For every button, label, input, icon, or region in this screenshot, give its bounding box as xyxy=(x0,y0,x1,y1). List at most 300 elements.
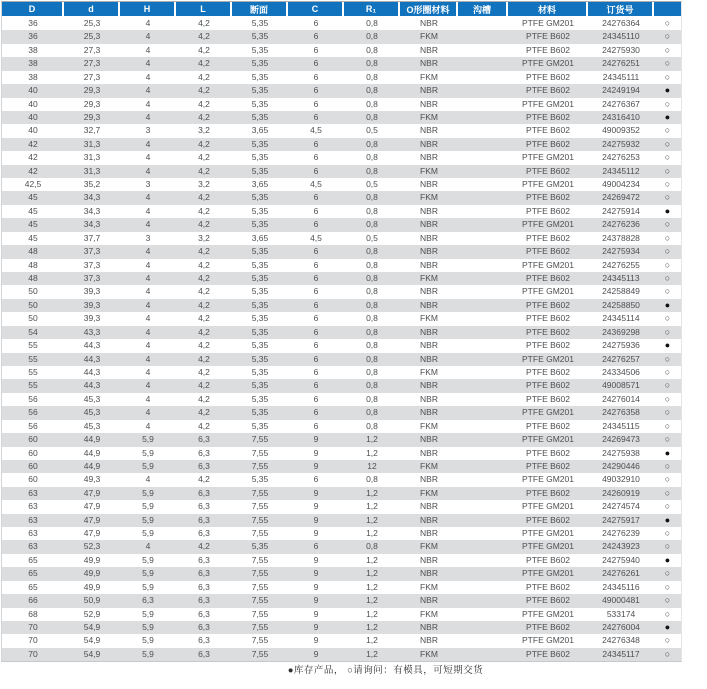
cell-H: 4 xyxy=(120,353,176,366)
column-header-D: D xyxy=(2,2,64,17)
cell-d: 54,9 xyxy=(64,648,120,661)
cell-stock xyxy=(654,500,681,513)
table-row xyxy=(2,634,681,647)
table-row xyxy=(2,151,681,164)
table-row xyxy=(2,17,681,30)
cell-oring-material: FKM xyxy=(400,30,458,43)
cell-D: 42 xyxy=(2,151,64,164)
cell-D: 56 xyxy=(2,420,64,433)
on-request-icon: ○ xyxy=(664,434,671,445)
cell-groove xyxy=(458,218,508,231)
cell-order-number: 24269472 xyxy=(588,191,654,204)
cell-R1: 0,8 xyxy=(344,473,400,486)
cell-material: PTFE GM201 xyxy=(508,527,588,540)
cell-stock xyxy=(654,178,681,191)
cell-order-number: 24345117 xyxy=(588,648,654,661)
cell-H: 4 xyxy=(120,17,176,30)
cell-R1: 0,8 xyxy=(344,339,400,352)
cell-groove xyxy=(458,473,508,486)
cell-order-number: 49032910 xyxy=(588,473,654,486)
cell-H: 4 xyxy=(120,393,176,406)
cell-R1: 0,8 xyxy=(344,540,400,553)
cell-L: 4,2 xyxy=(176,473,232,486)
cell-R1: 0,8 xyxy=(344,138,400,151)
cell-D: 48 xyxy=(2,259,64,272)
table-row xyxy=(2,366,681,379)
cell-H: 4 xyxy=(120,138,176,151)
cell-H: 5,9 xyxy=(120,634,176,647)
cell-R1: 0,8 xyxy=(344,393,400,406)
cell-groove xyxy=(458,339,508,352)
table-row xyxy=(2,191,681,204)
cell-C: 9 xyxy=(288,554,344,567)
in-stock-icon: ● xyxy=(664,447,671,458)
cell-H: 4 xyxy=(120,84,176,97)
cell-cross-section: 3,65 xyxy=(232,178,288,191)
cell-d: 27,3 xyxy=(64,57,120,70)
cell-material: PTFE GM201 xyxy=(508,608,588,621)
cell-C: 9 xyxy=(288,527,344,540)
cell-oring-material: NBR xyxy=(400,447,458,460)
cell-cross-section: 5,35 xyxy=(232,191,288,204)
table-row xyxy=(2,420,681,433)
on-request-icon: ○ xyxy=(664,581,671,592)
cell-order-number: 24258849 xyxy=(588,285,654,298)
cell-stock xyxy=(654,406,681,419)
cell-material: PTFE B602 xyxy=(508,594,588,607)
column-header-C: C xyxy=(288,2,344,17)
cell-order-number: 24276255 xyxy=(588,259,654,272)
cell-stock xyxy=(654,339,681,352)
table-row xyxy=(2,98,681,111)
cell-d: 37,7 xyxy=(64,232,120,245)
cell-oring-material: NBR xyxy=(400,205,458,218)
table-row xyxy=(2,299,681,312)
cell-L: 6,3 xyxy=(176,527,232,540)
in-stock-icon: ● xyxy=(664,554,671,565)
cell-cross-section: 5,35 xyxy=(232,285,288,298)
cell-D: 36 xyxy=(2,30,64,43)
cell-L: 4,2 xyxy=(176,30,232,43)
cell-C: 9 xyxy=(288,433,344,446)
cell-H: 4 xyxy=(120,98,176,111)
column-header-stock xyxy=(654,2,681,17)
cell-order-number: 24276004 xyxy=(588,621,654,634)
cell-R1: 0,8 xyxy=(344,299,400,312)
cell-D: 48 xyxy=(2,272,64,285)
cell-cross-section: 7,55 xyxy=(232,621,288,634)
cell-D: 55 xyxy=(2,379,64,392)
table-row xyxy=(2,393,681,406)
on-request-icon: ○ xyxy=(664,98,671,109)
cell-oring-material: FKM xyxy=(400,312,458,325)
cell-d: 44,9 xyxy=(64,447,120,460)
cell-stock xyxy=(654,71,681,84)
cell-stock xyxy=(654,473,681,486)
table-row xyxy=(2,84,681,97)
cell-cross-section: 5,35 xyxy=(232,165,288,178)
cell-cross-section: 5,35 xyxy=(232,259,288,272)
cell-C: 9 xyxy=(288,634,344,647)
cell-oring-material: NBR xyxy=(400,285,458,298)
cell-C: 9 xyxy=(288,567,344,580)
cell-D: 45 xyxy=(2,191,64,204)
cell-oring-material: FKM xyxy=(400,420,458,433)
table-row xyxy=(2,178,681,191)
cell-H: 5,9 xyxy=(120,527,176,540)
cell-d: 44,3 xyxy=(64,339,120,352)
cell-d: 47,9 xyxy=(64,527,120,540)
cell-groove xyxy=(458,151,508,164)
cell-C: 6 xyxy=(288,473,344,486)
cell-groove xyxy=(458,594,508,607)
cell-material: PTFE B602 xyxy=(508,312,588,325)
column-header-H: H xyxy=(120,2,176,17)
cell-oring-material: NBR xyxy=(400,299,458,312)
cell-material: PTFE B602 xyxy=(508,30,588,43)
cell-L: 4,2 xyxy=(176,379,232,392)
table-row xyxy=(2,57,681,70)
cell-cross-section: 5,35 xyxy=(232,71,288,84)
cell-groove xyxy=(458,84,508,97)
cell-C: 6 xyxy=(288,366,344,379)
cell-cross-section: 5,35 xyxy=(232,326,288,339)
cell-L: 4,2 xyxy=(176,138,232,151)
cell-C: 6 xyxy=(288,339,344,352)
cell-material: PTFE GM201 xyxy=(508,406,588,419)
cell-stock xyxy=(654,594,681,607)
on-request-icon: ○ xyxy=(664,273,671,284)
cell-d: 49,3 xyxy=(64,473,120,486)
cell-C: 6 xyxy=(288,393,344,406)
in-stock-icon: ● xyxy=(664,85,671,96)
cell-L: 4,2 xyxy=(176,71,232,84)
cell-R1: 0,8 xyxy=(344,44,400,57)
cell-L: 4,2 xyxy=(176,111,232,124)
cell-d: 47,9 xyxy=(64,514,120,527)
cell-groove xyxy=(458,420,508,433)
cell-stock xyxy=(654,312,681,325)
cell-d: 44,3 xyxy=(64,379,120,392)
cell-d: 39,3 xyxy=(64,312,120,325)
cell-C: 6 xyxy=(288,540,344,553)
cell-oring-material: NBR xyxy=(400,393,458,406)
cell-material: PTFE B602 xyxy=(508,379,588,392)
cell-H: 4 xyxy=(120,71,176,84)
cell-D: 63 xyxy=(2,500,64,513)
cell-order-number: 49008571 xyxy=(588,379,654,392)
cell-D: 42,5 xyxy=(2,178,64,191)
cell-groove xyxy=(458,17,508,30)
cell-cross-section: 5,35 xyxy=(232,379,288,392)
cell-stock xyxy=(654,527,681,540)
cell-H: 4 xyxy=(120,406,176,419)
cell-d: 39,3 xyxy=(64,299,120,312)
cell-stock xyxy=(654,84,681,97)
table-body xyxy=(2,17,681,661)
cell-groove xyxy=(458,554,508,567)
cell-cross-section: 7,55 xyxy=(232,433,288,446)
cell-oring-material: NBR xyxy=(400,124,458,137)
cell-cross-section: 7,55 xyxy=(232,487,288,500)
cell-R1: 0,8 xyxy=(344,259,400,272)
cell-R1: 0,8 xyxy=(344,285,400,298)
table-row xyxy=(2,165,681,178)
cell-C: 6 xyxy=(288,84,344,97)
cell-groove xyxy=(458,138,508,151)
cell-groove xyxy=(458,581,508,594)
column-header-groove: 沟槽 xyxy=(458,2,508,17)
cell-material: PTFE B602 xyxy=(508,191,588,204)
cell-stock xyxy=(654,205,681,218)
cell-groove xyxy=(458,621,508,634)
cell-d: 47,9 xyxy=(64,487,120,500)
cell-d: 37,3 xyxy=(64,272,120,285)
cell-H: 4 xyxy=(120,165,176,178)
cell-stock xyxy=(654,366,681,379)
cell-stock xyxy=(654,581,681,594)
cell-oring-material: NBR xyxy=(400,594,458,607)
cell-order-number: 24243923 xyxy=(588,540,654,553)
table-row xyxy=(2,326,681,339)
cell-order-number: 24275917 xyxy=(588,514,654,527)
cell-order-number: 24269473 xyxy=(588,433,654,446)
cell-material: PTFE B602 xyxy=(508,84,588,97)
cell-groove xyxy=(458,57,508,70)
cell-groove xyxy=(458,379,508,392)
cell-L: 6,3 xyxy=(176,608,232,621)
on-request-icon: ○ xyxy=(664,366,671,377)
table-row xyxy=(2,312,681,325)
cell-material: PTFE GM201 xyxy=(508,285,588,298)
cell-d: 37,3 xyxy=(64,245,120,258)
cell-oring-material: FKM xyxy=(400,272,458,285)
cell-groove xyxy=(458,634,508,647)
cell-H: 4 xyxy=(120,312,176,325)
cell-material: PTFE B602 xyxy=(508,420,588,433)
on-request-icon: ○ xyxy=(664,635,671,646)
cell-d: 43,3 xyxy=(64,326,120,339)
cell-groove xyxy=(458,500,508,513)
cell-L: 4,2 xyxy=(176,259,232,272)
cell-cross-section: 5,35 xyxy=(232,353,288,366)
cell-D: 55 xyxy=(2,353,64,366)
cell-H: 3 xyxy=(120,178,176,191)
cell-C: 6 xyxy=(288,299,344,312)
cell-groove xyxy=(458,178,508,191)
cell-d: 39,3 xyxy=(64,285,120,298)
cell-C: 6 xyxy=(288,272,344,285)
column-header-R1: R₁ xyxy=(344,2,400,17)
cell-H: 4 xyxy=(120,326,176,339)
cell-D: 40 xyxy=(2,124,64,137)
cell-cross-section: 5,35 xyxy=(232,218,288,231)
in-stock-icon: ● xyxy=(664,621,671,632)
cell-D: 42 xyxy=(2,138,64,151)
on-request-icon: ○ xyxy=(664,138,671,149)
cell-order-number: 24275936 xyxy=(588,339,654,352)
cell-R1: 0,8 xyxy=(344,111,400,124)
cell-L: 6,3 xyxy=(176,514,232,527)
cell-groove xyxy=(458,567,508,580)
column-header-material: 材料 xyxy=(508,2,588,17)
cell-material: PTFE GM201 xyxy=(508,634,588,647)
cell-d: 31,3 xyxy=(64,165,120,178)
cell-material: PTFE B602 xyxy=(508,272,588,285)
cell-d: 44,9 xyxy=(64,460,120,473)
cell-d: 44,3 xyxy=(64,353,120,366)
table-row xyxy=(2,30,681,43)
cell-R1: 0,8 xyxy=(344,57,400,70)
cell-cross-section: 5,35 xyxy=(232,299,288,312)
cell-oring-material: NBR xyxy=(400,17,458,30)
cell-stock xyxy=(654,540,681,553)
cell-D: 42 xyxy=(2,165,64,178)
header-row xyxy=(2,2,681,17)
cell-material: PTFE B602 xyxy=(508,581,588,594)
cell-C: 6 xyxy=(288,111,344,124)
cell-C: 6 xyxy=(288,312,344,325)
cell-d: 25,3 xyxy=(64,30,120,43)
cell-cross-section: 5,35 xyxy=(232,245,288,258)
cell-order-number: 24334506 xyxy=(588,366,654,379)
cell-material: PTFE GM201 xyxy=(508,218,588,231)
cell-material: PTFE B602 xyxy=(508,393,588,406)
cell-d: 35,2 xyxy=(64,178,120,191)
cell-R1: 0,8 xyxy=(344,406,400,419)
cell-C: 6 xyxy=(288,406,344,419)
on-request-icon: ○ xyxy=(664,232,671,243)
cell-groove xyxy=(458,299,508,312)
table-row xyxy=(2,245,681,258)
cell-L: 6,3 xyxy=(176,594,232,607)
cell-d: 52,3 xyxy=(64,540,120,553)
cell-stock xyxy=(654,285,681,298)
cell-R1: 0,5 xyxy=(344,178,400,191)
cell-groove xyxy=(458,406,508,419)
cell-L: 4,2 xyxy=(176,353,232,366)
cell-order-number: 24276236 xyxy=(588,218,654,231)
cell-oring-material: NBR xyxy=(400,514,458,527)
cell-H: 5,9 xyxy=(120,648,176,661)
cell-d: 45,3 xyxy=(64,420,120,433)
cell-D: 70 xyxy=(2,648,64,661)
cell-order-number: 24275938 xyxy=(588,447,654,460)
cell-oring-material: NBR xyxy=(400,353,458,366)
cell-R1: 0,8 xyxy=(344,71,400,84)
cell-d: 27,3 xyxy=(64,71,120,84)
cell-d: 27,3 xyxy=(64,44,120,57)
cell-cross-section: 3,65 xyxy=(232,124,288,137)
cell-order-number: 24276348 xyxy=(588,634,654,647)
cell-groove xyxy=(458,648,508,661)
cell-material: PTFE B602 xyxy=(508,326,588,339)
cell-H: 4 xyxy=(120,44,176,57)
on-request-icon: ○ xyxy=(664,313,671,324)
cell-material: PTFE B602 xyxy=(508,111,588,124)
cell-order-number: 49000481 xyxy=(588,594,654,607)
cell-L: 4,2 xyxy=(176,44,232,57)
cell-material: PTFE B602 xyxy=(508,299,588,312)
cell-groove xyxy=(458,111,508,124)
column-header-L: L xyxy=(176,2,232,17)
table-row xyxy=(2,44,681,57)
cell-d: 49,9 xyxy=(64,567,120,580)
cell-R1: 1,2 xyxy=(344,527,400,540)
in-stock-icon: ● xyxy=(664,340,671,351)
cell-groove xyxy=(458,245,508,258)
cell-cross-section: 5,35 xyxy=(232,540,288,553)
cell-C: 9 xyxy=(288,500,344,513)
cell-L: 6,3 xyxy=(176,447,232,460)
cell-D: 40 xyxy=(2,98,64,111)
on-request-icon: ○ xyxy=(664,165,671,176)
cell-R1: 0,8 xyxy=(344,205,400,218)
cell-d: 44,9 xyxy=(64,433,120,446)
cell-stock xyxy=(654,218,681,231)
cell-C: 4,5 xyxy=(288,178,344,191)
cell-order-number: 24276257 xyxy=(588,353,654,366)
cell-R1: 0,8 xyxy=(344,218,400,231)
cell-R1: 0,8 xyxy=(344,272,400,285)
cell-stock xyxy=(654,447,681,460)
cell-stock xyxy=(654,393,681,406)
cell-H: 4 xyxy=(120,151,176,164)
cell-cross-section: 7,55 xyxy=(232,554,288,567)
cell-groove xyxy=(458,259,508,272)
cell-stock xyxy=(654,460,681,473)
cell-L: 4,2 xyxy=(176,98,232,111)
cell-R1: 0,8 xyxy=(344,98,400,111)
cell-order-number: 24276261 xyxy=(588,567,654,580)
cell-L: 4,2 xyxy=(176,245,232,258)
cell-stock xyxy=(654,634,681,647)
cell-H: 4 xyxy=(120,540,176,553)
table-row xyxy=(2,232,681,245)
table-row xyxy=(2,259,681,272)
cell-d: 44,3 xyxy=(64,366,120,379)
table-row xyxy=(2,339,681,352)
cell-stock xyxy=(654,124,681,137)
cell-material: PTFE B602 xyxy=(508,648,588,661)
cell-D: 60 xyxy=(2,447,64,460)
cell-D: 56 xyxy=(2,406,64,419)
cell-oring-material: NBR xyxy=(400,259,458,272)
cell-cross-section: 5,35 xyxy=(232,420,288,433)
cell-R1: 1,2 xyxy=(344,594,400,607)
on-request-icon: ○ xyxy=(664,420,671,431)
cell-R1: 1,2 xyxy=(344,648,400,661)
cell-R1: 0,8 xyxy=(344,326,400,339)
table-row xyxy=(2,500,681,513)
cell-oring-material: FKM xyxy=(400,487,458,500)
cell-H: 5,9 xyxy=(120,487,176,500)
cell-material: PTFE B602 xyxy=(508,205,588,218)
cell-cross-section: 7,55 xyxy=(232,648,288,661)
cell-cross-section: 5,35 xyxy=(232,84,288,97)
cell-H: 4 xyxy=(120,57,176,70)
cell-oring-material: FKM xyxy=(400,71,458,84)
table-row xyxy=(2,353,681,366)
on-request-icon: ○ xyxy=(664,58,671,69)
cell-cross-section: 5,35 xyxy=(232,393,288,406)
table-row xyxy=(2,554,681,567)
table-row xyxy=(2,111,681,124)
cell-C: 6 xyxy=(288,17,344,30)
cell-material: PTFE B602 xyxy=(508,514,588,527)
cell-oring-material: NBR xyxy=(400,473,458,486)
cell-cross-section: 7,55 xyxy=(232,514,288,527)
